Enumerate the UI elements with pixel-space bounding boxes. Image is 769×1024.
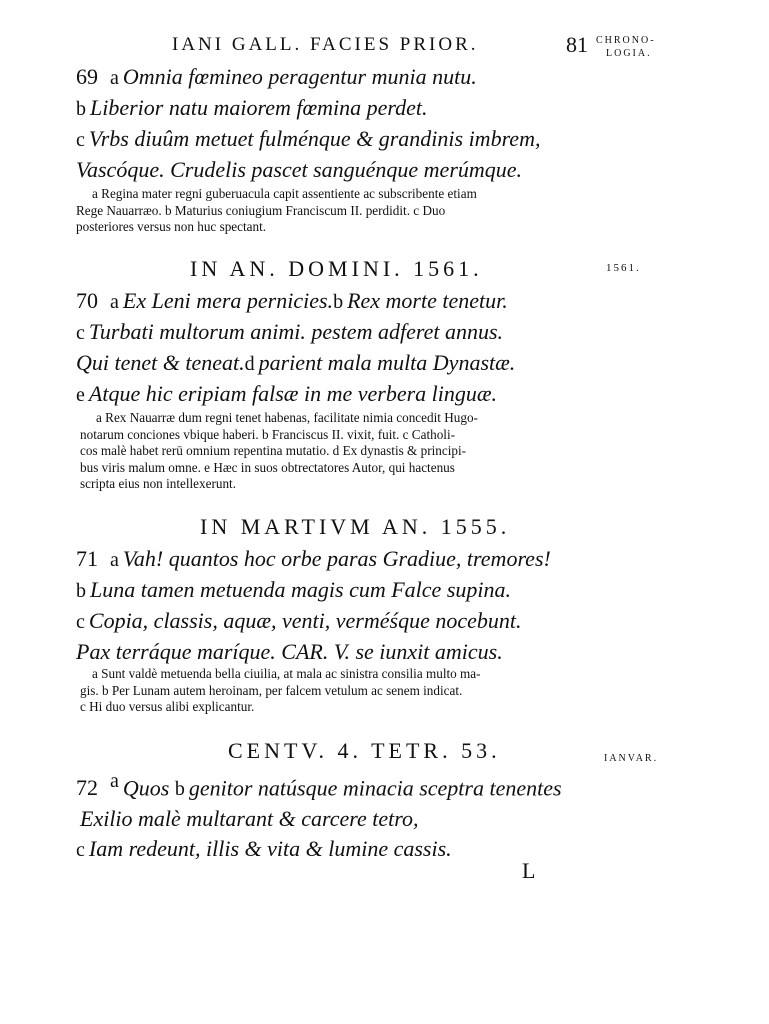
note-marker: d [244, 353, 255, 375]
verse-number: 69 [76, 64, 98, 89]
verse-line [76, 62, 540, 93]
note-marker: a [110, 770, 119, 792]
margin-note-line: CHRONO- [596, 35, 656, 46]
verse-line [76, 93, 540, 124]
note-marker: b [76, 98, 86, 120]
commentary-line: scripta eius non intellexerunt. [80, 476, 237, 491]
margin-note-line: LOGIA. [606, 48, 652, 59]
verse-text: Omnia fœmineo peragentur munia nutu. [122, 64, 477, 89]
verse-line [76, 766, 562, 804]
verse-text: genitor natúsque minacia sceptra tenentes [188, 775, 562, 801]
verse-text: Turbati multorum animi. pestem adferet annus. [88, 319, 504, 344]
verse-line [76, 575, 551, 606]
verse-text: Qui tenet & teneat. [76, 350, 245, 375]
verse-line [76, 544, 551, 575]
verse-text: Pax terráque maríque. CAR. V. se iunxit amicus. [76, 639, 503, 664]
note-marker: c [76, 322, 85, 344]
verse-text: Luna tamen metuenda magis cum Falce supina. [90, 577, 511, 602]
verse-text: Vrbs diuûm metuet fulménque & grandinis imbrem, [88, 126, 541, 151]
commentary-69 [76, 186, 477, 236]
margin-note-chronologia [596, 34, 656, 60]
note-marker: c [76, 129, 85, 151]
note-marker: a [110, 291, 119, 313]
commentary-line: c Hi duo versus alibi explicantur. [80, 699, 255, 714]
note-marker: c [76, 611, 85, 633]
verse-text: Rex morte tenetur. [347, 288, 508, 313]
verse-line [76, 286, 515, 317]
commentary-71 [80, 666, 481, 716]
verse-line [76, 155, 540, 185]
verse-text: parient mala multa Dynastæ. [258, 350, 516, 375]
verse-69 [76, 62, 540, 185]
commentary-70 [80, 410, 478, 493]
commentary-line: Rege Nauarræo. b Maturius coniugium Franciscum II. perdidit. c Duo [76, 202, 446, 218]
verse-text: Exilio malè multarant & carcere tetro, [80, 806, 419, 832]
commentary-line: posteriores versus non huc spectant. [76, 219, 267, 234]
margin-note-ianvar: IANVAR. [604, 753, 659, 764]
verse-line [76, 348, 515, 379]
margin-note-1561: 1561. [606, 262, 641, 274]
note-marker: c [76, 839, 85, 862]
note-marker: e [76, 384, 85, 406]
verse-text: Vah! quantos hoc orbe paras Gradiue, tremores! [122, 546, 551, 571]
verse-text: Iam redeunt, illis & vita & lumine cassis. [88, 836, 452, 862]
verse-line [76, 834, 562, 865]
verse-71 [76, 544, 551, 667]
verse-line [76, 606, 551, 637]
catchword: L [522, 858, 536, 883]
commentary-line: cos malè habet rerū omnium repentina mutatio. d Ex dynastis & principi- [80, 443, 467, 458]
verse-number: 71 [76, 546, 98, 571]
verse-number: 70 [76, 288, 98, 313]
section-heading-centv: CENTV. 4. TETR. 53. [228, 738, 501, 763]
verse-72 [76, 766, 562, 865]
verse-line [76, 637, 551, 667]
commentary-line: bus viris malum omne. e Hæc in suos obtrectatores Autor, qui hactenus [80, 459, 455, 475]
commentary-line: a Regina mater regni guberuacula capit assentiente ac subscribente etiam [92, 186, 477, 201]
verse-line [76, 804, 562, 834]
verse-text: Atque hic eripiam falsæ in me verbera linguæ. [88, 381, 498, 406]
page-number: 81 [566, 32, 588, 57]
verse-line [76, 124, 540, 155]
verse-text: Liberior natu maiorem fœmina perdet. [90, 95, 428, 120]
note-marker: a [110, 67, 119, 89]
note-marker: b [76, 580, 86, 602]
note-marker: a [110, 549, 119, 571]
verse-line [76, 317, 515, 348]
note-marker: b [333, 291, 344, 313]
commentary-line: a Rex Nauarræ dum regni tenet habenas, facilitate nimia concedit Hugo- [96, 410, 478, 425]
section-heading-1561: IN AN. DOMINI. 1561. [190, 256, 483, 281]
verse-number: 72 [76, 775, 98, 801]
section-heading-martium: IN MARTIVM AN. 1555. [200, 514, 511, 539]
commentary-line: gis. b Per Lunam autem heroinam, per falcem vetulum ac senem indicat. [80, 682, 463, 698]
commentary-line: a Sunt valdè metuenda bella ciuilia, at mala ac sinistra consilia multo ma- [92, 666, 481, 681]
verse-text: Ex Leni mera pernicies. [122, 288, 334, 313]
verse-70 [76, 286, 515, 410]
note-marker: b [174, 778, 185, 801]
verse-text: Copia, classis, aquæ, venti, verméśque nocebunt. [88, 608, 522, 633]
verse-line [76, 379, 515, 410]
running-head: IANI GALL. FACIES PRIOR. [172, 34, 479, 55]
commentary-line: notarum conciones vbique haberi. b Franciscus II. vixit, fuit. c Catholi- [80, 426, 456, 442]
verse-text: Vascóque. Crudelis pascet sanguénque merúmque. [76, 157, 523, 182]
verse-text: Quos [122, 775, 170, 801]
